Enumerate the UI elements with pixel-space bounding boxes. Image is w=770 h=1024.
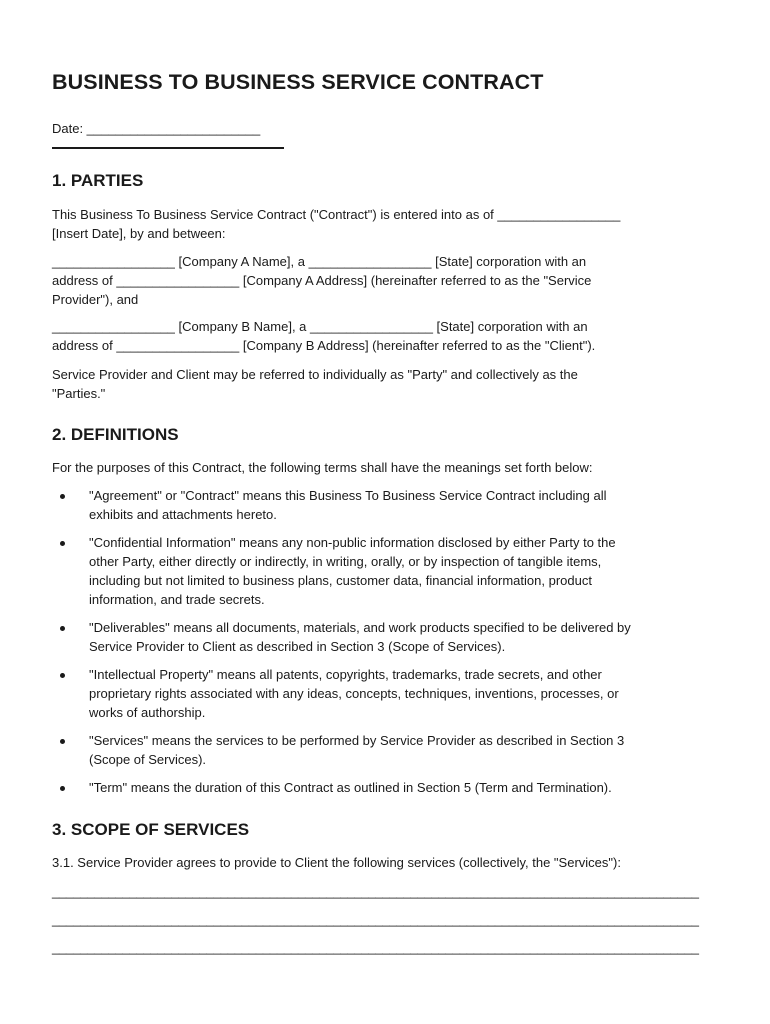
- bullet-icon: [60, 786, 65, 791]
- definition-text: "Agreement" or "Contract" means this Business To Business Service Contract including all exhibits and attachments hereto.: [89, 488, 607, 522]
- definition-text: "Intellectual Property" means all patents, copyrights, trademarks, trade secrets, and other proprietary rights associated with any ideas, concepts, techniques, inventions, processes, or works of authorship.: [89, 667, 619, 720]
- definition-text: "Term" means the duration of this Contract as outlined in Section 5 (Term and Termination).: [89, 780, 612, 795]
- list-item: [52, 618, 722, 656]
- bullet-icon: [60, 626, 65, 631]
- blank-line: ____________________________________________________________________________________________: [52, 884, 699, 899]
- bullet-icon: [60, 673, 65, 678]
- definition-text: "Deliverables" means all documents, materials, and work products specified to be delivered by Service Provider to Client as described in Section 3 (Scope of Services).: [89, 620, 631, 654]
- parties-paragraph-2: _________________ [Company A Name], a _________________ [State] corporation with an address of _________________ [Company A Address] (hereinafter referred to as the "Service Provider"), and: [52, 254, 592, 307]
- bullet-icon: [60, 739, 65, 744]
- date-field: Date: ________________________: [52, 121, 261, 136]
- section-heading-parties: 1. PARTIES: [52, 171, 144, 190]
- scope-paragraph-1: 3.1. Service Provider agrees to provide to Client the following services (collectively, the "Services"):: [52, 855, 621, 870]
- definition-text: "Confidential Information" means any non-public information disclosed by either Party to the other Party, either directly or indirectly, in writing, orally, or by inspection of tangible items, including but not limited to business plans, customer data, financial information, product information, and trade secrets.: [89, 535, 616, 607]
- bullet-icon: [60, 494, 65, 499]
- list-item: [52, 665, 722, 722]
- blank-line: ____________________________________________________________________________________________: [52, 940, 699, 955]
- parties-paragraph-4: Service Provider and Client may be referred to individually as "Party" and collectively as the "Parties.": [52, 367, 578, 401]
- bullet-icon: [60, 541, 65, 546]
- title-divider: [52, 147, 284, 149]
- list-item: [52, 778, 722, 797]
- list-item: [52, 486, 722, 524]
- parties-paragraph-3: _________________ [Company B Name], a _________________ [State] corporation with an address of _________________ [Company B Address] (hereinafter referred to as the "Client").: [52, 319, 596, 353]
- section-heading-definitions: 2. DEFINITIONS: [52, 425, 179, 444]
- definition-text: "Services" means the services to be performed by Service Provider as described in Section 3 (Scope of Services).: [89, 733, 625, 767]
- list-item: [52, 533, 722, 609]
- document-title: BUSINESS TO BUSINESS SERVICE CONTRACT: [52, 70, 544, 94]
- definitions-list: [52, 486, 722, 806]
- parties-paragraph-1: This Business To Business Service Contract ("Contract") is entered into as of _________________ [Insert Date], by and between:: [52, 207, 621, 241]
- blank-line: ____________________________________________________________________________________________: [52, 912, 699, 927]
- list-item: [52, 731, 722, 769]
- section-heading-scope: 3. SCOPE OF SERVICES: [52, 820, 250, 839]
- definitions-intro: For the purposes of this Contract, the following terms shall have the meanings set forth below:: [52, 460, 593, 475]
